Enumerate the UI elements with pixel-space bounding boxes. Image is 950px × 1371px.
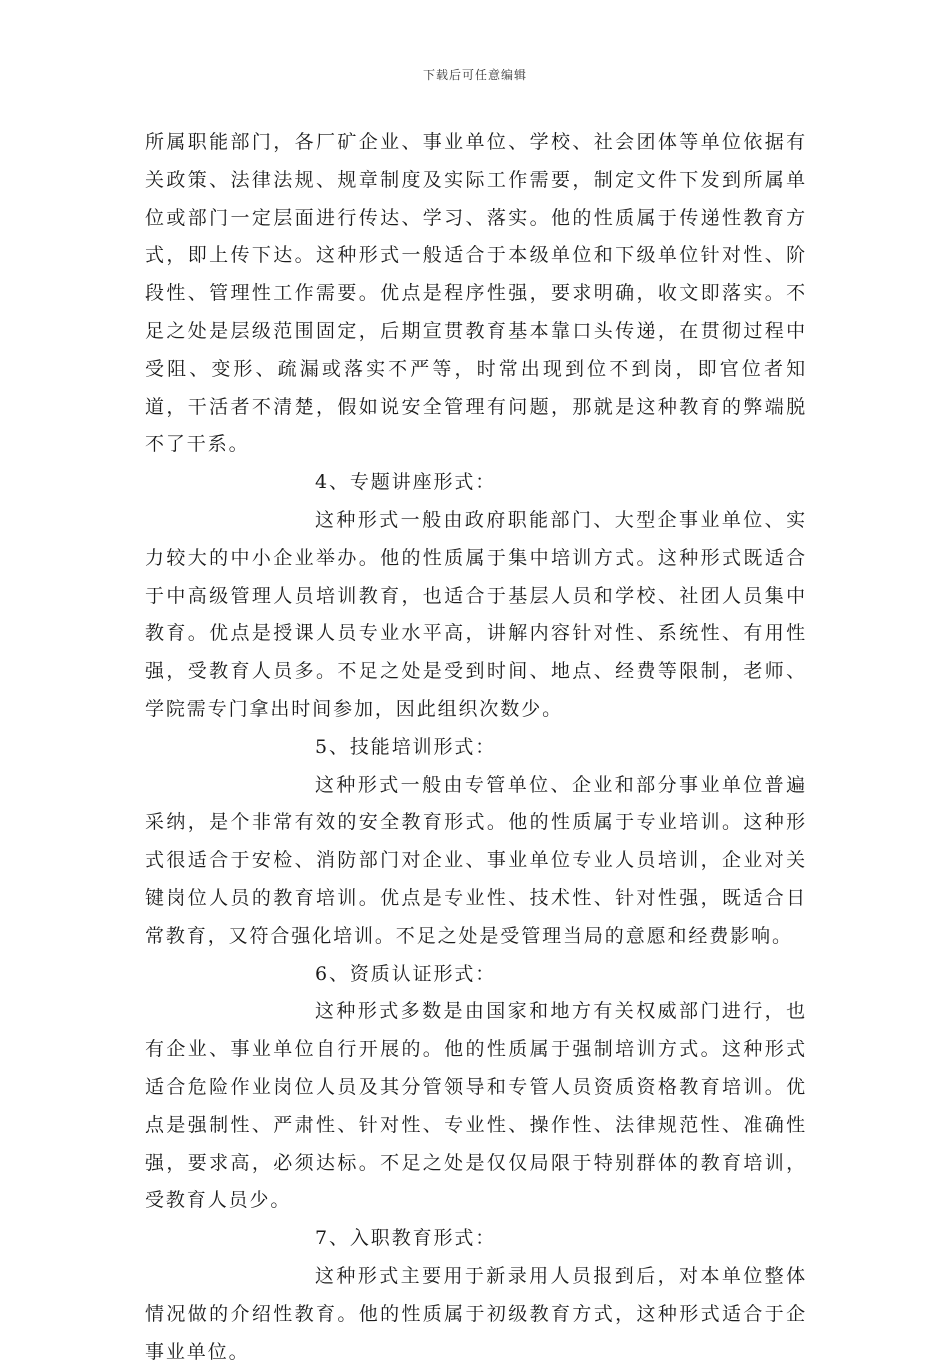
- section-heading-4: 4、专题讲座形式：: [315, 471, 497, 494]
- section-heading-5: 5、技能培训形式：: [315, 735, 497, 758]
- paragraph-section-4: 这种形式一般由政府职能部门、大型企事业单位、实力较大的中小企业举办。他的性质属于集中培训方式。这种形式既适合于中高级管理人员培训教育，也适合于基层人员和学校、社团人员集中教育。优点是授课人员专业水平高，讲解内容针对性、系统性、有用性强，受教育人员多。不足之处是受到时间、地点、经费等限制，老师、学院需专门拿出时间参加，因此组织次数少。: [145, 508, 807, 720]
- body-text: [145, 124, 807, 1371]
- paragraph-continuation: 所属职能部门，各厂矿企业、事业单位、学校、社会团体等单位依据有关政策、法律法规、规章制度及实际工作需要，制定文件下发到所属单位或部门一定层面进行传达、学习、落实。他的性质属于传递性教育方式，即上传下达。这种形式一般适合于本级单位和下级单位针对性、阶段性、管理性工作需要。优点是程序性强，要求明确，收文即落实。不足之处是层级范围固定，后期宣贯教育基本靠口头传递，在贯彻过程中受阻、变形、疏漏或落实不严等，时常出现到位不到岗，即官位者知道，干活者不清楚，假如说安全管理有问题，那就是这种教育的弊端脱不了干系。: [145, 131, 807, 456]
- paragraph-section-5: 这种形式一般由专管单位、企业和部分事业单位普遍采纳，是个非常有效的安全教育形式。他的性质属于专业培训。这种形式很适合于安检、消防部门对企业、事业单位专业人员培训，企业对关键岗位人员的教育培训。优点是专业性、技术性、针对性强，既适合日常教育，又符合强化培训。不足之处是受管理当局的意愿和经费影响。: [145, 773, 807, 947]
- section-heading-7: 7、入职教育形式：: [315, 1227, 497, 1250]
- paragraph-section-7: 这种形式主要用于新录用人员报到后，对本单位整体情况做的介绍性教育。他的性质属于初级教育方式，这种形式适合于企事业单位。: [145, 1264, 807, 1363]
- paragraph-section-6: 这种形式多数是由国家和地方有关权威部门进行，也有企业、事业单位自行开展的。他的性质属于强制培训方式。这种形式适合危险作业岗位人员及其分管领导和专管人员资质资格教育培训。优点是强制性、严肃性、针对性、专业性、操作性、法律规范性、准确性强，要求高，必须达标。不足之处是仅仅局限于特别群体的教育培训，受教育人员少。: [145, 1000, 807, 1212]
- section-heading-6: 6、资质认证形式：: [315, 962, 497, 985]
- header-note: 下载后可任意编辑: [422, 68, 527, 82]
